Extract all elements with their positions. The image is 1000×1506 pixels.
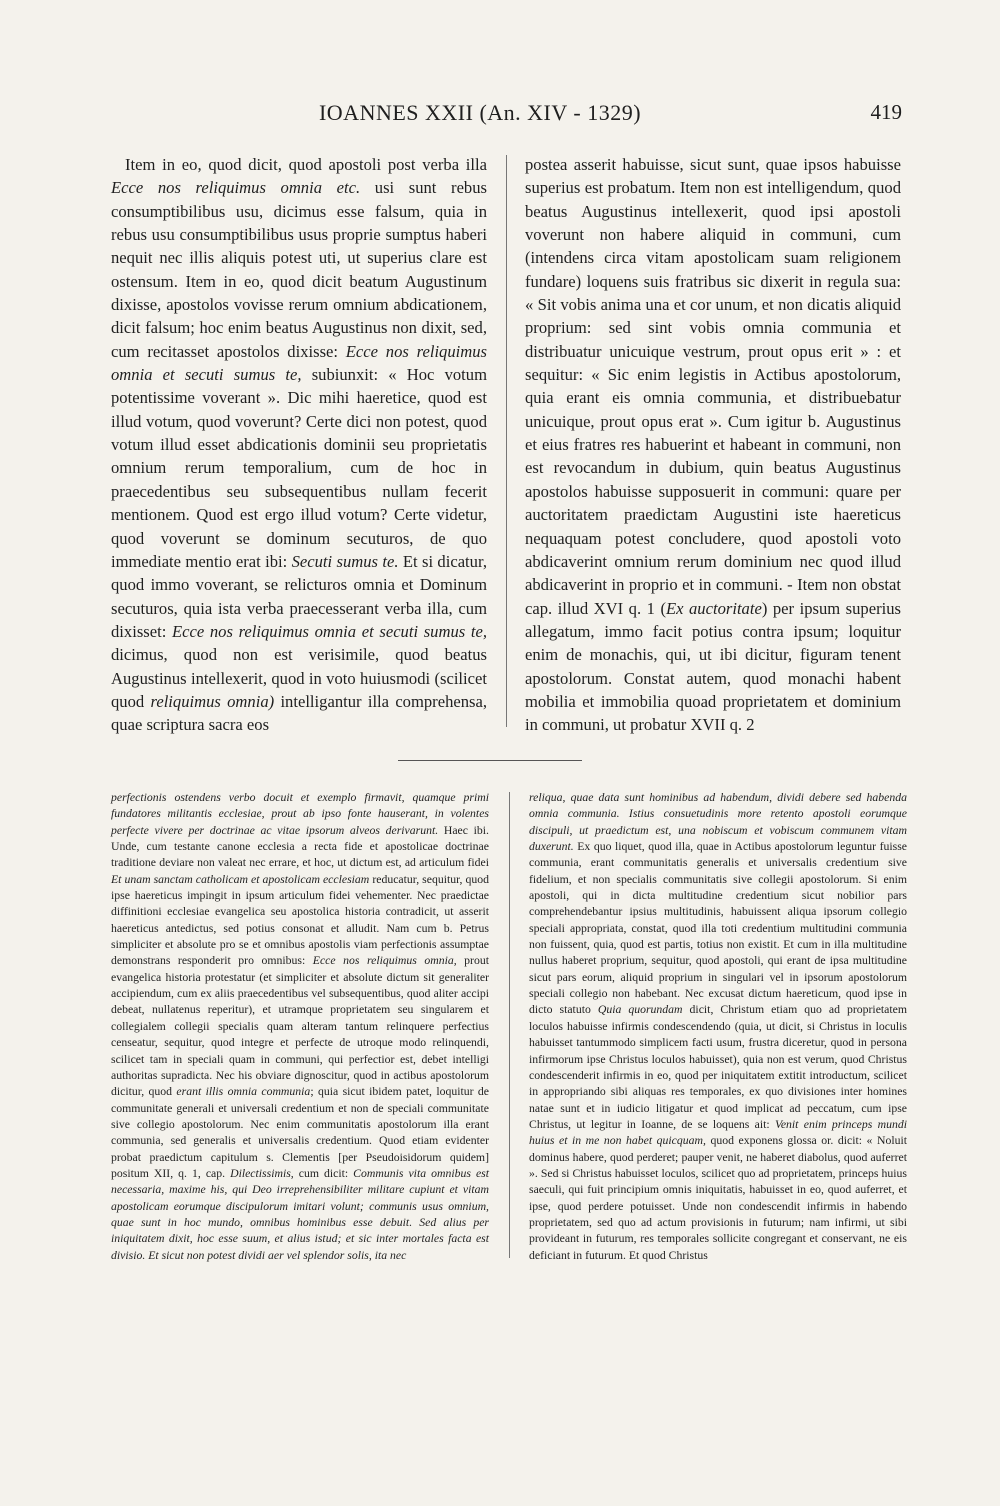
- italic-quote: reliqua, quae data sunt hominibus ad habendum, dividi debere sed habenda omnia communia. Istius consuetudinis more retento apostoli eorumque discipuli, ut praedictum est, una nobiscum et vobiscum communem vitam duxerunt.: [529, 791, 907, 854]
- page-number: 419: [870, 100, 902, 124]
- text-run: reducatur, sequitur, quod ipse haereticus impingit in ipsum articulum fidei vehementer. Nec praedictae diffinitioni ecclesiae evangelica seu apostolica historia contradicit, ut asserit haereticus antedictus, sed potius consonat et alludit. Nam cum b. Petrus simpliciter et absolute pro se et omnibus apostolis viam perfectionis assumptae demonstrans responderit pro omnibus:: [111, 872, 490, 968]
- italic-quote: Ecce nos reliquimus omnia et secuti sumus te,: [111, 341, 487, 385]
- italic-quote: Secuti sumus te.: [291, 551, 399, 571]
- running-title: IOANNES XXII (An. XIV - 1329): [318, 100, 642, 125]
- text-run: ) per ipsum superius allegatum, immo facit potius contra ipsum; loquitur enim de monachis, qui, ut ibi dicitur, figuram tenent apostolorum. Constat autem, quod monachi habent mobilia et immobilia quoad proprietatem et dominium in communi, ut probatur XVII q. 2: [525, 598, 901, 735]
- text-run: prout evangelica historia protestatur (et simpliciter et absolute dictum sit generaliter accipiendum, cum ex aliis praecedentibus vel subsequentibus, quod aliter accipi debeat, nullatenus reperitur), et utramque proprietatem seu singularem et collegialem collegii specialis quam alteram tantum relinquere perfectius censeatur, sequitur, quod integre et perfecte de utroque modo relinquendi, scilicet tam in speciali quam in communi, qui perfectior est, debet intelligi authoritas supradicta. Nec his obviare dignoscitur, quod in actibus apostolorum dicitur, quod: [111, 954, 489, 1099]
- text-run: postea asserit habuisse, sicut sunt, quae ipsos habuisse superius est probatum. Item non est intelligendum, quod beatus Augustinus intellexerit, quod ipsi apostoli voverunt non habere aliquid in communi, cum (intendens circa vitam apostolicam suam religionem fundare) loquens suis fratribus sic dixerit in regula sua: « Sit vobis anima una et cor unum, et non dicatis aliquid proprium: sed sint vobis omnia communia et distribuatur unicuique vestrum, prout opus erit » : et sequitur: « Sic enim legistis in Actibus apostolorum, quia erant eis omnia communia, et distribuebatur unicuique, prout opus erat ». Cum igitur b. Augustinus et eius fratres res habuerint et habeant in communi, non est revocandum in dubium, quin beatus Augustinus apostolos habuisse supposuerit in communi: quare per auctoritatem praedictam Augustini iste haereticus nequaquam potest concludere, quod apostoli voto abdicaverint omnium rerum dominium nec quod illud abdicaverint in proprio et in communi. - Item non obstat cap. illud XVI q. 1 (: [525, 155, 901, 618]
- italic-quote: erant illis omnia communia: [176, 1085, 311, 1099]
- column-divider: [506, 155, 507, 727]
- page-header: [0, 100, 1000, 136]
- text-run: Ex quo liquet, quod illa, quae in Actibus apostolorum leguntur fuisse communia, erant communitatis generalis et universalis credentium sive fidelium, et non specialis communitatis sive collegii apostolorum. Si enim apostoli, qui in dicta multitudine credentium sicut nobilior pars comprehendebantur ipsius multitudinis, habuissent aliqua ipsorum collegio speciali appropriata, constat, quod illa toti credentium multitudini communia non fuissent, quia, quod est partis, totius non existit. Et cum in illa multitudine nullus haberet proprium, sequitur, quod apostoli, qui erant de ipsa multitudine sicut pars eorum, aliquid proprium in singulari vel in ipsorum apostolorum speciali collegio non habebant. Nec excusat dictum haereticum, quod ipse in dicto statuto: [529, 840, 907, 1017]
- text-run: dicimus, quod non est verisimile, quod beatus Augustinus intellexerit, quod in voto huiusmodi (scilicet quod: [111, 645, 487, 711]
- main-paragraph-right: [525, 153, 901, 737]
- italic-quote: reliquimus omnia): [150, 691, 275, 711]
- text-run: Item in eo, quod dicit, quod apostoli post verba illa: [125, 155, 487, 174]
- text-run: subiunxit: « Hoc votum potentissime voverant ». Dic mihi haeretice, quod est illud votum, quod voverunt? Certe dici non potest, quod votum illud esset abdicationis dominii seu proprietatis omnium rerum temporalium, cum de hoc in praecedentibus seu subsequentibus nullam fecerit mentionem. Quod est ergo illud votum? Certe videtur, quod voverunt se dominum secuturos, de quo immediate mentio erat ibi:: [111, 365, 487, 571]
- notes-paragraph-left: [111, 790, 489, 1264]
- text-run: quod exponens glossa or. dicit: « Noluit dominus habere, quod perderet; pauper venit, ne haberet diabolus, quod auferret ». Sed si Christus habuisset loculos, scilicet quo ad proprietatem, princeps huius saeculi, qui fuit principium omnis iniquitatis, habuisset in eo, quod auferret, et ipse, quod perdere potuisset. Unde non condescendit infirmis in habendo proprietatem, sed quo ad actum provisionis in futurum; nam infirmi, ut sibi provideant in futurum, res temporales sollicite congregant et conservant, ne eis deficiant in futurum. Et quod Christus: [529, 1134, 907, 1262]
- italic-quote: Ecce nos reliquimus omnia,: [312, 954, 457, 968]
- text-run: dicit, Christum etiam quo ad proprietatem loculos habuisse infirmis condescendendo (quia, ut dicit, si Christus in loculis habuisset tantummodo simplicem facti usum, frustra diceretur, quod in persona infirmorum ipse Christus loculos habuisset), quia non est verum, quod Christus condescenderit infirmis in eo, quod per iniquitatem extitit introductum, scilicet in appropriando sibi aliquas res temporales, ex quo divisiones inter homines natae sunt et in iudicio litigatur et quod implicat ad peccatum, cum ipse Christus, ut legitur in Ioanne, de se loquens ait:: [529, 1003, 908, 1131]
- main-column-left: [111, 153, 487, 737]
- footnote-separator: [398, 760, 582, 761]
- text-run: intelligantur illa comprehensa, quae scriptura sacra eos: [111, 691, 488, 735]
- notes-column-right: [529, 790, 907, 1264]
- italic-quote: Et unam sanctam catholicam et apostolicam ecclesiam: [111, 872, 370, 886]
- italic-quote: Ex auctoritate: [665, 598, 762, 618]
- text-run: Haec ibi. Unde, cum testante canone ecclesia a recta fide et apostolicae doctrinae traditione deviare non valeat nec errare, et hoc, ut dictum est, ad articulum fidei: [111, 823, 489, 870]
- text-run: ; quia sicut ibidem patet, loquitur de communitate generali et universali credentium et non de speciali communitate sive collegio apostolorum. Nec enim communitatis apostolorum illa erant communia, sed generalis et universalis credentium. Quod etiam evidenter probat praedictum capitulum s. Clementis [per Pseudoisidorum quidem] positum XII, q. 1, cap.: [111, 1085, 489, 1180]
- notes-column-divider: [509, 792, 510, 1258]
- italic-quote: Venit enim princeps mundi huius et in me non habet quicquam,: [529, 1117, 907, 1148]
- italic-quote: Communis vita omnibus est necessaria, maxime his, qui Deo irreprehensibiliter militare cupiunt et vitam apostolicam eorumque discipulorum imitari volunt; communis usus omnium, quae sunt in hoc mundo, omnibus hominibus esse debuit. Sed alius per iniquitatem dixit, hoc esse suum, et alius istud; et sic inter mortales facta est divisio. Et sicut non potest dividi aer vel splendor solis, ita nec: [111, 1166, 489, 1262]
- notes-column-left: [111, 790, 489, 1264]
- italic-quote: Dilectissimis,: [230, 1166, 294, 1180]
- footnotes: [111, 790, 907, 1264]
- italic-quote: perfectionis ostendens verbo docuit et exemplo firmavit, quamque primi fundatores militantis ecclesiae, prout ab ipso fonte hauserant, in volentes perfecte vivere per doctrinae ac vitae ipsorum alveos derivarunt.: [111, 791, 489, 837]
- main-column-right: [525, 153, 901, 737]
- text-run: usi sunt rebus consumptibilibus usu, dicimus esse falsum, quia in rebus usu consumptibilibus usus proprie sumptus haberi nequit nec illis aliquis potest uti, ut superius clare est ostensum. Item in eo, quod dicit beatum Augustinum dixisse, apostolos vovisse rerum omnium abdicationem, dicit falsum; hoc enim beatus Augustinus non dixit, sed, cum recitasset apostolos dixisse:: [111, 178, 487, 361]
- main-text: [111, 153, 901, 737]
- main-paragraph-left: [111, 153, 487, 737]
- italic-quote: Quia quorundam: [597, 1003, 683, 1017]
- text-run: Et si dicatur, quod immo voverant, se relicturos omnia et Dominum secuturos, quia ista verba praecesserant verba illa, cum dixisset:: [111, 551, 487, 641]
- notes-paragraph-right: [529, 790, 907, 1264]
- italic-quote: Ecce nos reliquimus omnia et secuti sumus te,: [171, 621, 487, 641]
- text-run: cum dicit:: [293, 1166, 354, 1180]
- italic-quote: Ecce nos reliquimus omnia etc.: [111, 178, 361, 198]
